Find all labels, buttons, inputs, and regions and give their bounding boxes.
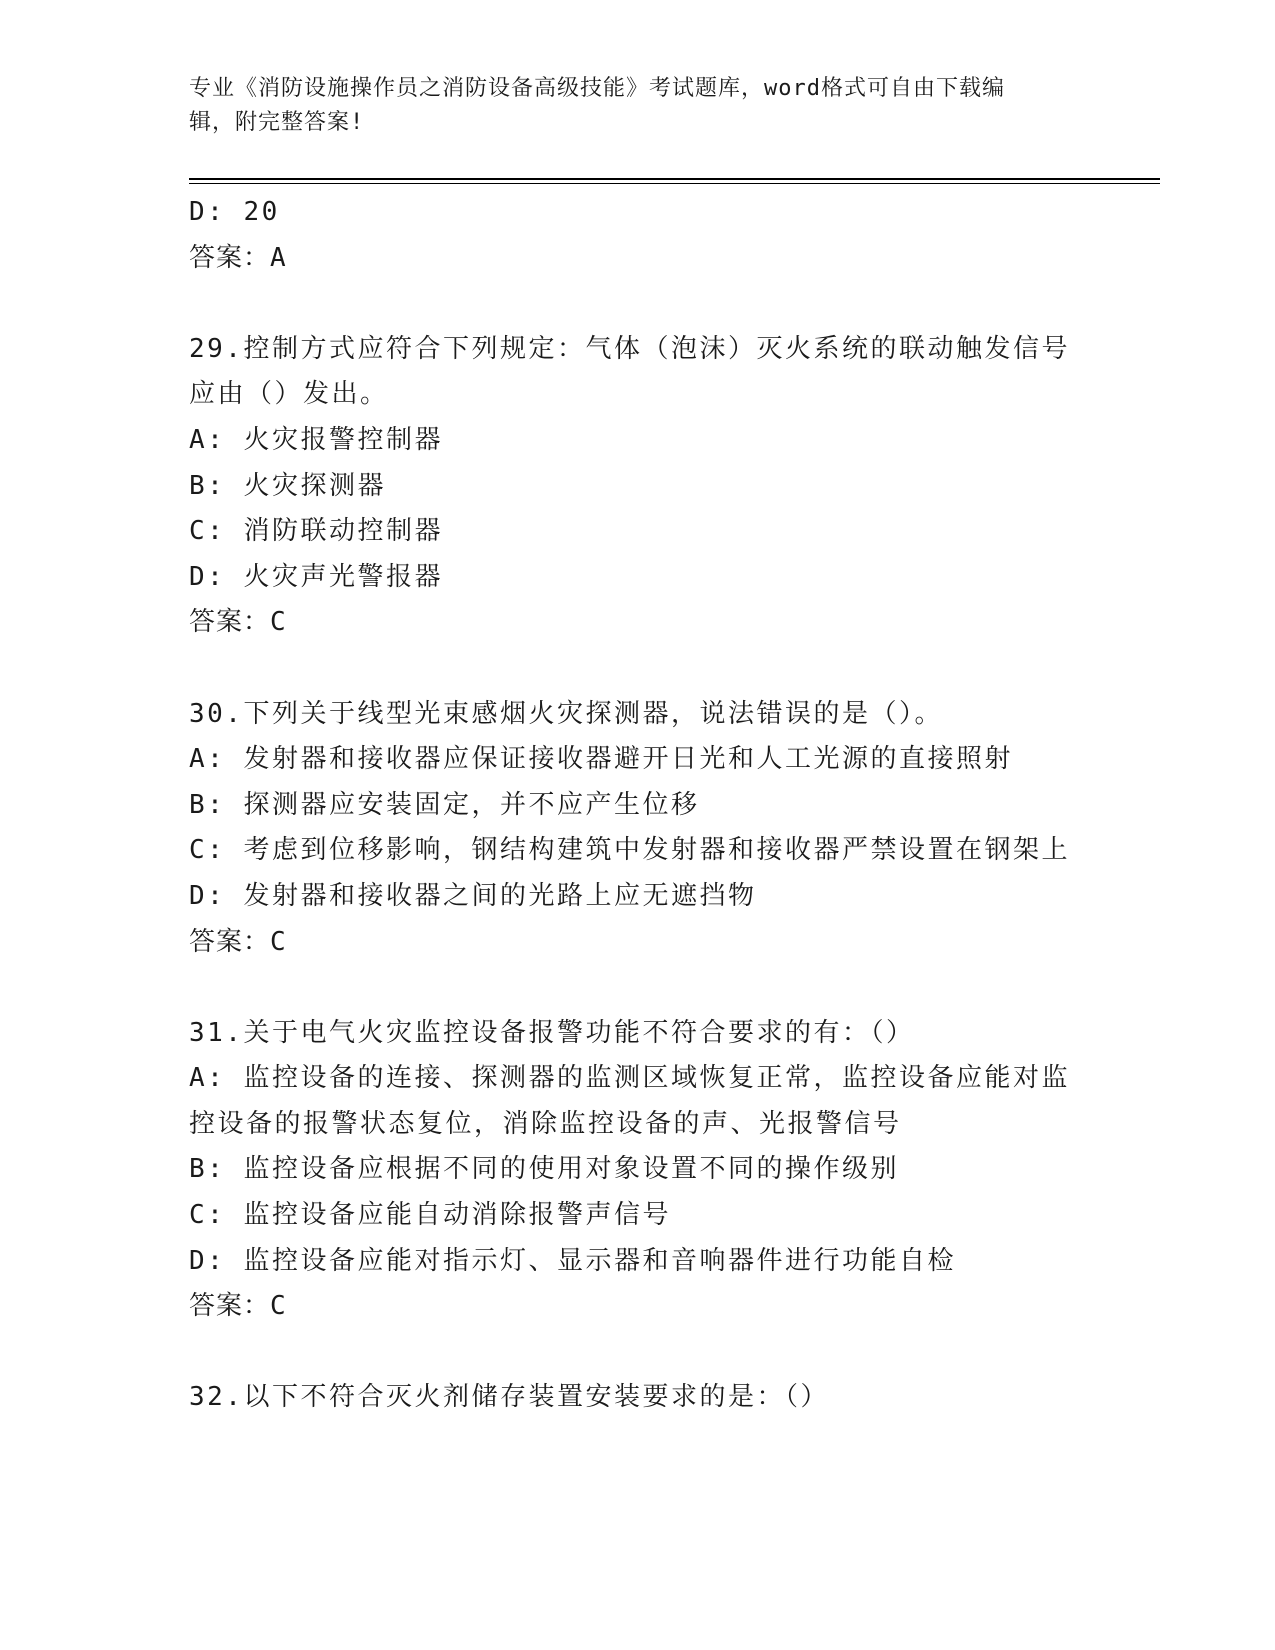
question-31-option-c: C: 监控设备应能自动消除报警声信号 xyxy=(189,1200,671,1231)
question-list xyxy=(189,190,1089,1421)
question-32-stem: 32.以下不符合灭火剂储存装置安装要求的是：（） xyxy=(189,1382,829,1413)
question-31-option-b: B: 监控设备应根据不同的使用对象设置不同的操作级别 xyxy=(189,1154,899,1185)
question-29-option-b: B: 火灾探测器 xyxy=(189,470,386,501)
question-31-option-a: A: 监控设备的连接、探测器的监测区域恢复正常，监控设备应能对监 xyxy=(189,1063,1070,1094)
option-d-previous: D: 20 xyxy=(189,197,280,227)
document-header xyxy=(189,72,1069,140)
header-line-1: 专业《消防设施操作员之消防设备高级技能》考试题库，word格式可自由下载编 xyxy=(189,76,1005,101)
question-29-option-a: A: 火灾报警控制器 xyxy=(189,424,443,455)
header-divider-thick xyxy=(189,178,1160,180)
question-31-stem: 31.关于电气火灾监控设备报警功能不符合要求的有：（） xyxy=(189,1017,915,1048)
question-30-option-c: C: 考虑到位移影响，钢结构建筑中发射器和接收器严禁设置在钢架上 xyxy=(189,835,1070,866)
question-29-answer: 答案：C xyxy=(189,607,287,638)
question-30-stem: 30.下列关于线型光束感烟火灾探测器，说法错误的是（）。 xyxy=(189,698,943,729)
answer-previous: 答案：A xyxy=(189,242,287,273)
header-line-2: 辑，附完整答案! xyxy=(189,110,365,135)
question-30-option-d: D: 发射器和接收器之间的光路上应无遮挡物 xyxy=(189,880,757,911)
question-29-stem: 应由（）发出。 xyxy=(189,379,389,410)
question-31-option-a: 控设备的报警状态复位，消除监控设备的声、光报警信号 xyxy=(189,1108,902,1139)
question-31-answer: 答案：C xyxy=(189,1291,287,1322)
header-divider-thin xyxy=(189,183,1160,184)
question-31-option-d: D: 监控设备应能对指示灯、显示器和音响器件进行功能自检 xyxy=(189,1245,956,1276)
question-30-option-b: B: 探测器应安装固定，并不应产生位移 xyxy=(189,789,700,820)
question-29-option-c: C: 消防联动控制器 xyxy=(189,516,443,547)
question-30-option-a: A: 发射器和接收器应保证接收器避开日光和人工光源的直接照射 xyxy=(189,744,1013,775)
question-30-answer: 答案：C xyxy=(189,926,287,957)
question-29-stem: 29.控制方式应符合下列规定：气体（泡沫）灭火系统的联动触发信号 xyxy=(189,333,1070,364)
question-29-option-d: D: 火灾声光警报器 xyxy=(189,561,443,592)
